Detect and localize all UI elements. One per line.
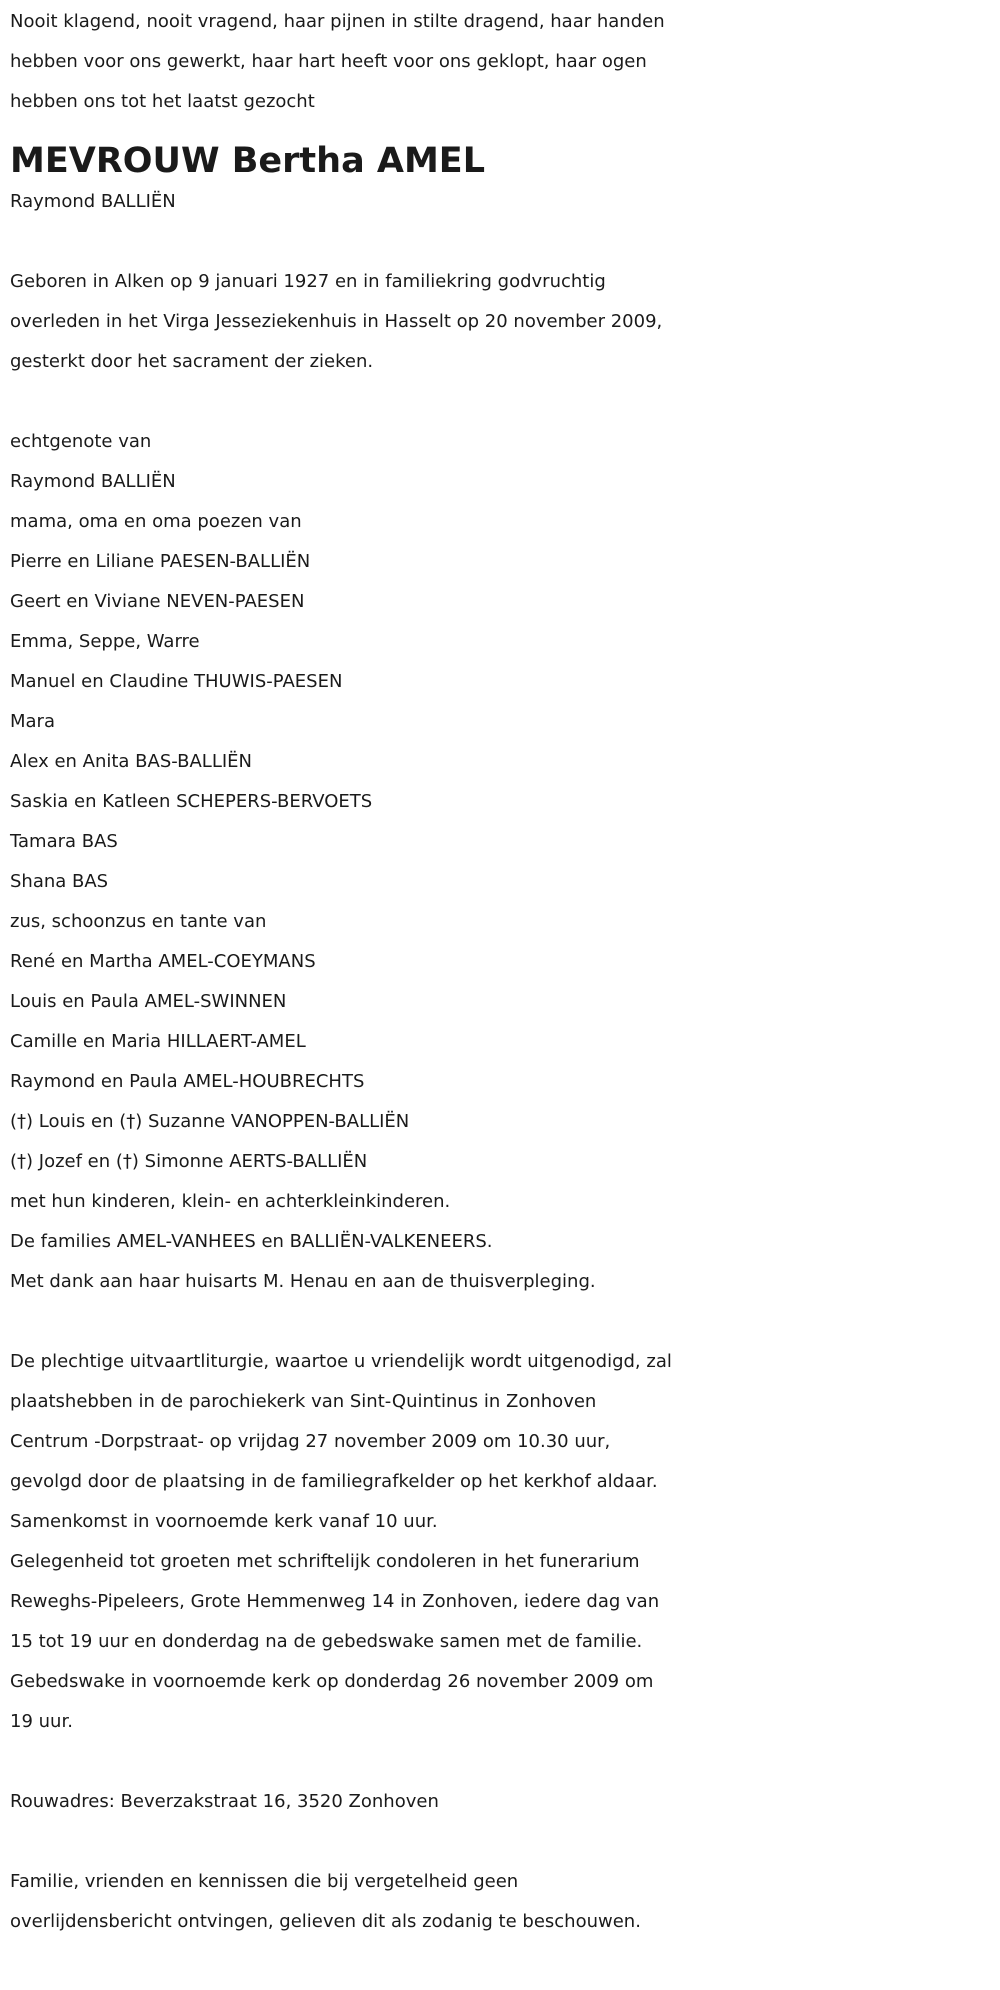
- spouse-subtitle: [10, 182, 1000, 222]
- ceremony-line: Samenkomst in voornoemde kerk vanaf 10 uur.: [10, 1511, 438, 1532]
- family-line: Geert en Viviane NEVEN-PAESEN: [10, 591, 305, 612]
- family-line: (†) Louis en (†) Suzanne VANOPPEN-BALLIËN: [10, 1111, 410, 1132]
- spacer: [10, 1822, 1000, 1862]
- family-line: Raymond en Paula AMEL-HOUBRECHTS: [10, 1071, 365, 1092]
- family-line: zus, schoonzus en tante van: [10, 911, 267, 932]
- family-list: [10, 422, 1000, 1302]
- spacer: [10, 1302, 1000, 1342]
- ceremony-line: plaatshebben in de parochiekerk van Sint-Quintinus in Zonhoven: [10, 1391, 597, 1412]
- ceremony-line: Reweghs-Pipeleers, Grote Hemmenweg 14 in Zonhoven, iedere dag van: [10, 1591, 660, 1612]
- birth-death-line: Geboren in Alken op 9 januari 1927 en in familiekring godvruchtig: [10, 271, 606, 292]
- family-line: Camille en Maria HILLAERT-AMEL: [10, 1031, 306, 1052]
- ceremony-line: 15 tot 19 uur en donderdag na de gebedswake samen met de familie.: [10, 1631, 643, 1652]
- family-line: Manuel en Claudine THUWIS-PAESEN: [10, 671, 343, 692]
- family-line: Tamara BAS: [10, 831, 118, 852]
- intro-verse: [10, 2, 1000, 122]
- address-paragraph: [10, 1782, 1000, 1822]
- birth-death-line: gesterkt door het sacrament der zieken.: [10, 351, 374, 372]
- spacer: [10, 1742, 1000, 1782]
- closing-line: Familie, vrienden en kennissen die bij vergetelheid geen: [10, 1871, 519, 1892]
- family-line: echtgenote van: [10, 431, 152, 452]
- ceremony-line: Gelegenheid tot groeten met schriftelijk condoleren in het funerarium: [10, 1551, 640, 1572]
- ceremony-line: Centrum -Dorpstraat- op vrijdag 27 november 2009 om 10.30 uur,: [10, 1431, 611, 1452]
- closing-paragraph: [10, 1862, 1000, 1942]
- family-line: Louis en Paula AMEL-SWINNEN: [10, 991, 287, 1012]
- ceremony-paragraph: [10, 1342, 1000, 1742]
- ceremony-line: 19 uur.: [10, 1711, 73, 1732]
- spacer: [10, 222, 1000, 262]
- family-line: René en Martha AMEL-COEYMANS: [10, 951, 316, 972]
- spouse-name: Raymond BALLIËN: [10, 191, 176, 212]
- birth-death-paragraph: [10, 262, 1000, 382]
- family-line: mama, oma en oma poezen van: [10, 511, 302, 532]
- birth-death-line: overleden in het Virga Jesseziekenhuis in Hasselt op 20 november 2009,: [10, 311, 663, 332]
- family-line: De families AMEL-VANHEES en BALLIËN-VALKENEERS.: [10, 1231, 493, 1252]
- spacer: [10, 382, 1000, 422]
- family-line: Alex en Anita BAS-BALLIËN: [10, 751, 252, 772]
- ceremony-line: gevolgd door de plaatsing in de familiegrafkelder op het kerkhof aldaar.: [10, 1471, 658, 1492]
- family-line: met hun kinderen, klein- en achterkleinkinderen.: [10, 1191, 451, 1212]
- family-line: Saskia en Katleen SCHEPERS-BERVOETS: [10, 791, 373, 812]
- intro-verse-line: Nooit klagend, nooit vragend, haar pijnen in stilte dragend, haar handen: [10, 11, 665, 32]
- family-line: Emma, Seppe, Warre: [10, 631, 200, 652]
- ceremony-line: De plechtige uitvaartliturgie, waartoe u vriendelijk wordt uitgenodigd, zal: [10, 1351, 672, 1372]
- mourning-address: Rouwadres: Beverzakstraat 16, 3520 Zonhoven: [10, 1791, 439, 1812]
- intro-verse-line: hebben voor ons gewerkt, haar hart heeft voor ons geklopt, haar ogen: [10, 51, 647, 72]
- family-line: Mara: [10, 711, 55, 732]
- family-line: (†) Jozef en (†) Simonne AERTS-BALLIËN: [10, 1151, 368, 1172]
- family-line: Pierre en Liliane PAESEN-BALLIËN: [10, 551, 311, 572]
- family-line: Shana BAS: [10, 871, 109, 892]
- deceased-name-title: MEVROUW Bertha AMEL: [10, 141, 485, 181]
- intro-verse-line: hebben ons tot het laatst gezocht: [10, 91, 315, 112]
- closing-line: overlijdensbericht ontvingen, gelieven dit als zodanig te beschouwen.: [10, 1911, 641, 1932]
- family-line: Raymond BALLIËN: [10, 471, 176, 492]
- family-line: Met dank aan haar huisarts M. Henau en aan de thuisverpleging.: [10, 1271, 596, 1292]
- ceremony-line: Gebedswake in voornoemde kerk op donderdag 26 november 2009 om: [10, 1671, 654, 1692]
